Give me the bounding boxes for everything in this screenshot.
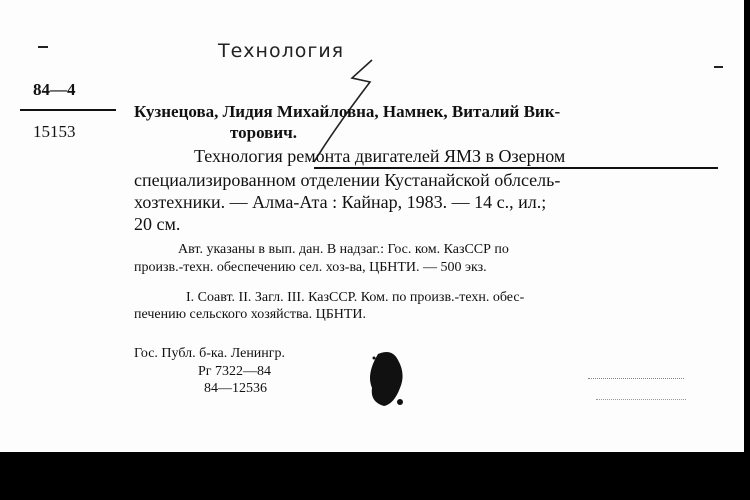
faint-mark [588,378,684,379]
tracing-line: I. Соавт. II. Загл. III. КазССР. Ком. по произв.-техн. обес- [186,290,525,305]
library-line: Гос. Публ. б-ка. Ленингр. [134,346,286,361]
edge-mark [714,66,723,68]
edge-mark [38,46,48,48]
call-number-rule [20,109,116,111]
accession-number: 84—12536 [204,381,267,396]
imprint-line: хозтехники. — Алма-Ата : Кайнар, 1983. — 14 с., ил.; [134,192,547,212]
call-number-bottom: 15153 [33,122,76,141]
call-number-top: 84—4 [33,80,76,99]
author-line: торович. [230,123,297,142]
collation-line: 20 см. [134,214,181,234]
note-line: произв.-техн. обеспечению сел. хоз-ва, ЦБНТИ. — 500 экз. [134,260,487,275]
handwritten-subject: Технология [218,40,345,62]
tracing-line: печению сельского хозяйства. ЦБНТИ. [134,307,367,322]
title-line: специализированном отделении Кустанайской облсель- [134,170,561,190]
title-line: Технология ремонта двигателей ЯМЗ в Озерном [194,146,566,166]
author-line: Кузнецова, Лидия Михайловна, Намнек, Виталий Вик- [134,102,561,121]
note-line: Авт. указаны в вып. дан. В надзаг.: Гос. ком. КазССР по [178,242,509,257]
ink-blot [364,348,408,410]
faint-mark [596,399,686,400]
title-underline [314,167,718,169]
registration-number: Рг 7322—84 [198,364,272,379]
